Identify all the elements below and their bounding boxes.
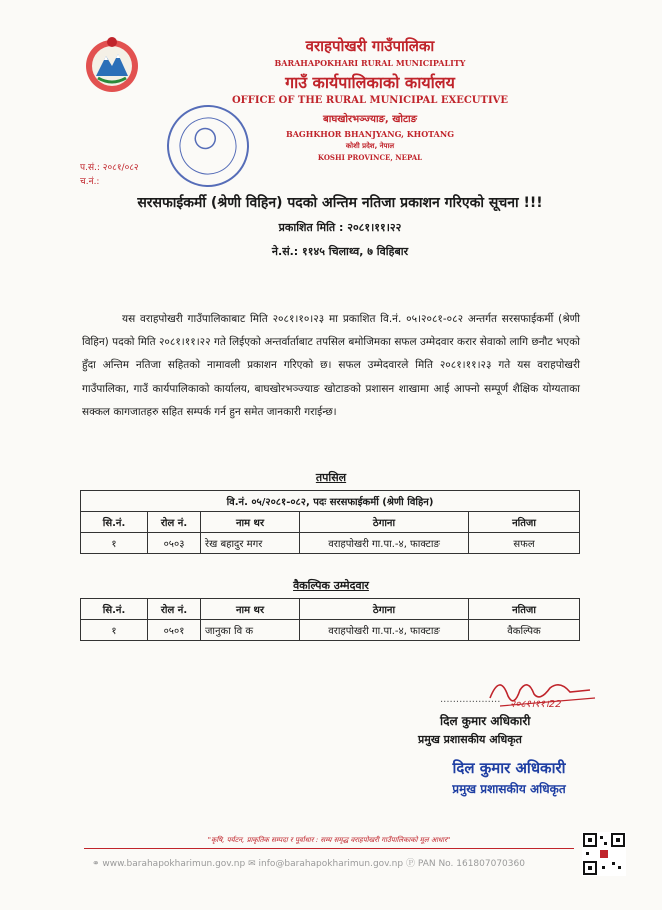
address-en: BAGHKHOR BHANJYANG, KHOTANG — [285, 129, 455, 139]
municipality-name-en: BARAHAPOKHARI RURAL MUNICIPALITY — [274, 58, 466, 68]
col-result: नतिजा — [469, 512, 580, 533]
footer-divider — [84, 848, 574, 849]
col-name: नाम थर — [201, 599, 300, 620]
handwritten-signature — [480, 668, 600, 718]
col-result: नतिजा — [469, 599, 580, 620]
address-np: बाघखोरभञ्ज्याङ, खोटाङ — [323, 114, 417, 125]
table-caption-details: तपसिल — [315, 471, 347, 484]
letter-ref-number: प.सं.: २०८१/०८२ — [80, 163, 139, 173]
pan-number: PAN No. 161807070360 — [417, 859, 525, 869]
id-icon: Ⓟ — [405, 859, 415, 869]
office-name-np: गाउँ कार्यपालिकाको कार्यालय — [285, 73, 455, 92]
email-link[interactable]: info@barahapokharimun.gov.np — [258, 859, 404, 869]
stamp-name: दिल कुमार अधिकारी — [452, 759, 566, 777]
col-roll: रोल नं. — [148, 512, 201, 533]
province-en: KOSHI PROVINCE, NEPAL — [317, 153, 423, 162]
notice-body: यस वराहपोखरी गाउँपालिकाबाट मिति २०८१।१०।२३ मा प्रकाशित वि.नं. ०५।२०८१-०८२ अन्तर्गत सरसफाईकर्मी (श्रेणी विहिन) पदको मिति २०८१।११।२२ गते लिईएको अन्तर्वार्ताबाट तपसिल बमोजिमका सफल उम्मेदवार करार सेवाको लागि छनौट भएको हुँदा अन्तिम नतिजा सहितको नामावली प्रकाशन गरिएको छ। सफल उम्मेदवारले मिति २०८१।११।२३ गते यस वराहपोखरी गाउँपालिका, गाउँ कार्यपालिकाको कार्यालय, बाघखोरभञ्ज्याङ खोटाङको प्रशासन शाखामा आई आफ्नो सम्पूर्ण शैक्षिक योग्यताका सक्कल कागजातहरु सहित सम्पर्क गर्न हुन समेत जानकारी गराईन्छ। — [82, 313, 580, 418]
globe-icon: ⚭ — [92, 859, 100, 869]
signatory-name: दिल कुमार अधिकारी — [440, 714, 531, 728]
office-name-en: OFFICE OF THE RURAL MUNICIPAL EXECUTIVE — [231, 95, 509, 106]
col-address: ठेगाना — [300, 512, 469, 533]
mail-icon: ✉ — [248, 859, 256, 869]
col-name: नाम थर — [201, 512, 300, 533]
table-row: १ ०५०३ रेख बहादुर मगर वराहपोखरी गा.पा.-४, फाक्टाङ सफल — [81, 533, 580, 554]
table-heading: वि.नं. ०५/२०८१-०८२, पदः सरसफाईकर्मी (श्रेणी विहिन) — [81, 491, 580, 512]
table-row: १ ०५०१ जानुका वि क वराहपोखरी गा.पा.-४, फाक्टाङ वैकल्पिक — [81, 620, 580, 641]
office-seal-stamp — [158, 98, 258, 194]
municipality-name-np: वराहपोखरी गाउँपालिका — [305, 37, 435, 55]
alternate-candidates-table — [80, 598, 580, 641]
col-serial: सि.नं. — [81, 512, 148, 533]
col-roll: रोल नं. — [148, 599, 201, 620]
province-np: कोशी प्रदेश, नेपाल — [345, 142, 395, 150]
signature-date: २०८१।११।22 — [510, 699, 562, 710]
col-serial: सि.नं. — [81, 599, 148, 620]
footer-slogan: "कृषि, पर्यटन, प्राकृतिक सम्पदा र पूर्वाधार : सम्य समृद्ध वराहपोखरी गाउँपालिकाको मूल आधार" — [207, 836, 451, 844]
nepal-sambat-date: ने.सं.: ११४५ चिलाथ्व, ७ विहिबार — [271, 245, 409, 258]
signature-dots: ................... — [440, 694, 501, 705]
nepal-emblem-icon — [82, 34, 142, 94]
stamp-designation: प्रमुख प्रशासकीय अधिकृत — [452, 782, 566, 796]
notice-title: सरसफाईकर्मी (श्रेणी विहिन) पदको अन्तिम नतिजा प्रकाशन गरिएको सूचना !!! — [137, 195, 543, 211]
signatory-designation: प्रमुख प्रशासकीय अधिकृत — [418, 733, 522, 746]
qr-code-icon — [582, 832, 626, 876]
selected-candidates-table — [80, 490, 580, 554]
website-link[interactable]: www.barahapokharimun.gov.np — [102, 859, 246, 869]
col-address: ठेगाना — [300, 599, 469, 620]
dispatch-number: च.नं.: — [80, 177, 100, 187]
published-date: प्रकाशित मिति : २०८१।११।२२ — [278, 221, 402, 234]
footer-contact — [92, 856, 525, 869]
table-caption-alternate: वैकल्पिक उम्मेदवार — [293, 579, 369, 592]
